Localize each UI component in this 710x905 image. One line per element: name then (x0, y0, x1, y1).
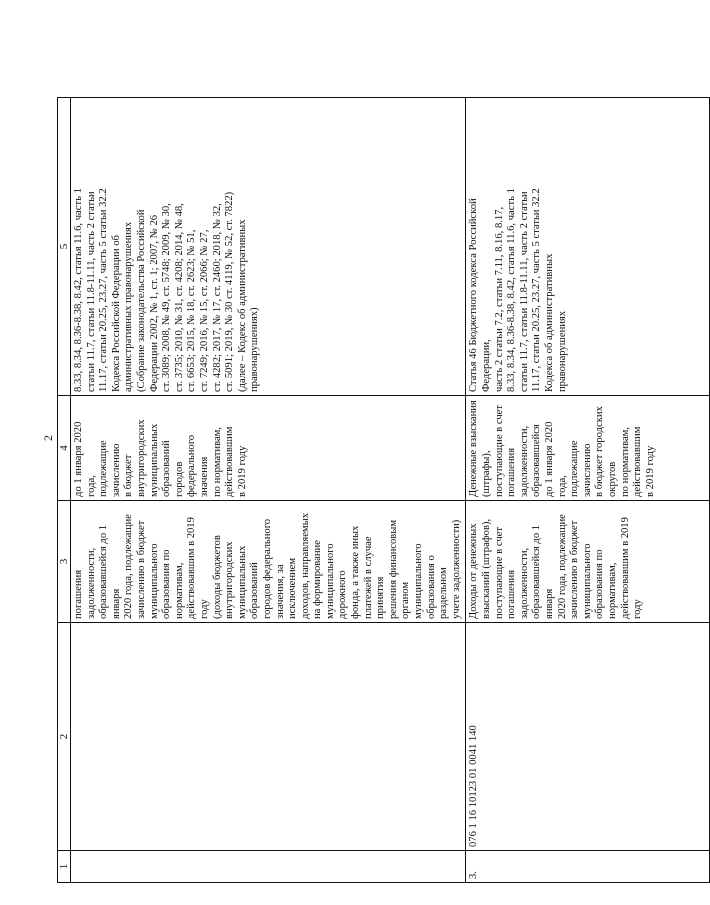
description-cell: до 1 января 2020 года, подлежащие зачислению в бюджет внутригородских муниципальных образований городов федерального значения по нормативам, действовавшим в 2019 году (71, 396, 466, 501)
row-number-cell (71, 851, 466, 883)
legal-basis-cell: Статья 46 Бюджетного кодекса Российской Федерации, часть 2 статьи 7.2, статьи 7.11, 8.16, 8.17, 8.33, 8.34, 8.36-8.38, 8.42, статья 11.6, часть 1 статьи 11.7, статьи 11.8-11.11, часть 2 статьи 11.17, статьи 20.25, 23.27, часть 5 статьи 32.2 Кодекса об административных правонарушениях (466, 98, 710, 396)
revenue-code-cell: 076 1 16 10123 01 0041 140 (466, 623, 710, 851)
rotated-table-container (57, 98, 656, 883)
table-row (71, 98, 466, 883)
page-number: 2 (41, 435, 55, 441)
header-col-2: 2 (58, 623, 71, 851)
header-col-3: 3 (58, 501, 71, 623)
revenue-name-cell: Доходы от денежных взысканий (штрафов), поступающие в счет погашения задолженности, образовавшейся до 1 января 2020 года, подлежащие зачислению в бюджет муниципального образования по нормативам, действовавшим в 2019 году (466, 501, 710, 623)
header-col-4: 4 (58, 396, 71, 501)
description-cell: Денежные взыскания (штрафы), поступающие в счет погашения задолженности, образовавшейся до 1 января 2020 года, подлежащие зачислению в бюджет городских округов по нормативам, действовавшим в 2019 году (466, 396, 710, 501)
row-number-cell: 3. (466, 851, 710, 883)
revenue-name-cell: погашения задолженности, образовавшейся до 1 января 2020 года, подлежащие зачислению в бюджет муниципального образования по нормативам, действовавшим в 2019 году (доходы бюджетов внутригородских муниципальных образований городов федерального значения, за исключением доходов, направляемых на формирование муниципального дорожного фонда, а также иных платежей в случае принятия решения финансовым органом муниципального образования о раздельном учете задолженности) (71, 501, 466, 623)
revenue-codes-table (57, 97, 710, 883)
table-row (466, 98, 710, 883)
table-header-row (58, 98, 71, 883)
revenue-code-cell (71, 623, 466, 851)
legal-basis-cell: 8.33, 8.34, 8.36-8.38, 8.42, статья 11.6, часть 1 статьи 11.7, статьи 11.8-11.11, часть 2 статьи 11.17, статьи 20.25, 23.27, часть 5 статьи 32.2 Кодекса Российской Федерации об административных правонарушениях (Собрание законодательства Российской Федерации 2002, № 1, ст. 1; 2007, № 26 ст. 3089; 2008, № 49, ст. 5748; 2009, № 30, ст. 3735; 2010, № 31, ст. 4208; 2014, № 48, ст. 6653; 2015, № 18, ст. 2623; № 51, ст. 7249; 2016, № 15, ст. 2066; № 27, ст. 4282; 2017, № 17, ст. 2460; 2018, № 32, ст. 5091; 2019, № 30 ст. 4119, № 52, ст. 7822) (далее – Кодекс об административных правонарушениях) (71, 98, 466, 396)
header-col-5: 5 (58, 98, 71, 396)
header-col-1: 1 (58, 851, 71, 883)
